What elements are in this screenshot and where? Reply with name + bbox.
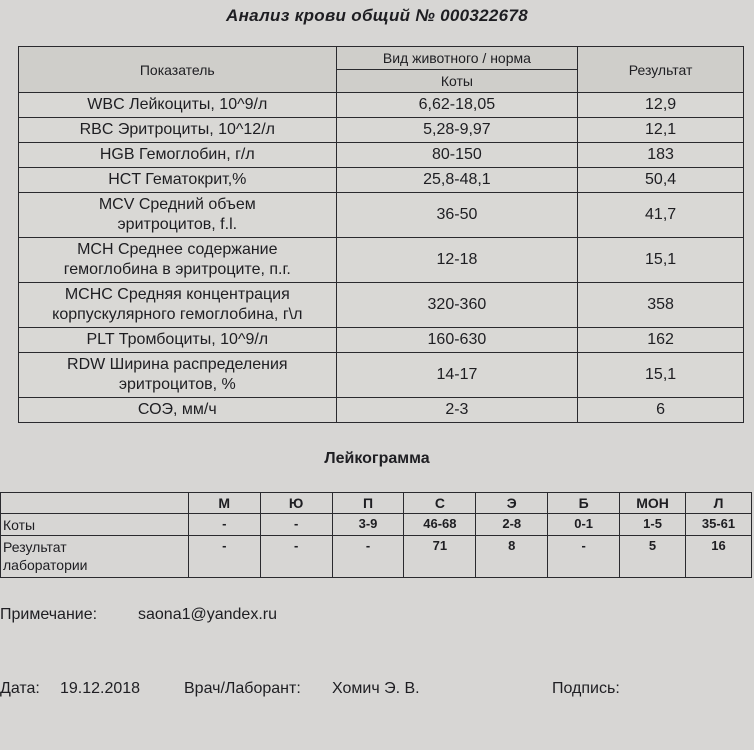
norm-value: 36-50 (336, 193, 578, 238)
header-indicator: Показатель (19, 47, 337, 93)
indicator-name: PLT Тромбоциты, 10^9/л (19, 328, 337, 353)
indicator-name: RDW Ширина распределения эритроцитов, % (19, 353, 337, 398)
leukogram-cell: 5 (620, 536, 686, 578)
leukogram-row-label: Коты (1, 514, 189, 536)
leukogram-cell: 2-8 (476, 514, 548, 536)
indicator-name: WBC Лейкоциты, 10^9/л (19, 93, 337, 118)
indicator-name: СОЭ, мм/ч (19, 398, 337, 423)
leukogram-col-header: Б (548, 493, 620, 514)
header-norm-species: Коты (336, 70, 578, 93)
leukogram-col-header: П (332, 493, 404, 514)
leukogram-cell: - (260, 514, 332, 536)
result-value: 12,1 (578, 118, 744, 143)
norm-value: 25,8-48,1 (336, 168, 578, 193)
table-row (19, 143, 744, 168)
result-value: 15,1 (578, 238, 744, 283)
norm-value: 5,28-9,97 (336, 118, 578, 143)
leukogram-cell: 71 (404, 536, 476, 578)
leukogram-col-header: Ю (260, 493, 332, 514)
indicator-name: MCV Средний объем эритроцитов, f.l. (19, 193, 337, 238)
date-value: 19.12.2018 (60, 680, 141, 697)
indicator-name: MCHC Средняя концентрация корпускулярного гемоглобина, г\л (19, 283, 337, 328)
indicator-name: RBC Эритроциты, 10^12/л (19, 118, 337, 143)
leukogram-cell: 0-1 (548, 514, 620, 536)
result-value: 12,9 (578, 93, 744, 118)
signature-label: Подпись: (552, 680, 620, 697)
leukogram-cell: - (188, 514, 260, 536)
indicator-name: MCH Среднее содержание гемоглобина в эритроците, п.г. (19, 238, 337, 283)
table-row (19, 353, 744, 398)
leukogram-norm-row (1, 514, 752, 536)
leukogram-col-header: С (404, 493, 476, 514)
leukogram-cell: 35-61 (686, 514, 752, 536)
norm-value: 12-18 (336, 238, 578, 283)
table-row (19, 238, 744, 283)
leukogram-header-row (1, 493, 752, 514)
leukogram-cell: - (188, 536, 260, 578)
norm-value: 80-150 (336, 143, 578, 168)
note-label: Примечание: (0, 606, 98, 623)
leukogram-col-header: МОН (620, 493, 686, 514)
leukogram-result-row (1, 536, 752, 578)
indicator-name: HCT Гематокрит,% (19, 168, 337, 193)
table-header-row (19, 47, 744, 70)
table-row (19, 283, 744, 328)
blood-analysis-table (18, 46, 744, 423)
indicator-name: HGB Гемоглобин, г/л (19, 143, 337, 168)
leukogram-row-label: Результат лаборатории (1, 536, 189, 578)
table-row (19, 328, 744, 353)
date-label: Дата: (0, 680, 40, 697)
norm-value: 6,62-18,05 (336, 93, 578, 118)
doctor-label: Врач/Лаборант: (184, 680, 301, 697)
result-value: 15,1 (578, 353, 744, 398)
leukogram-cell: - (548, 536, 620, 578)
leukogram-col-header: Л (686, 493, 752, 514)
leukogram-table (0, 492, 752, 578)
leukogram-col-header: Э (476, 493, 548, 514)
table-row (19, 93, 744, 118)
result-value: 6 (578, 398, 744, 423)
table-row (19, 168, 744, 193)
result-value: 162 (578, 328, 744, 353)
norm-value: 320-360 (336, 283, 578, 328)
document-title: Анализ крови общий № 000322678 (226, 6, 528, 25)
leukogram-cell: 1-5 (620, 514, 686, 536)
header-norm-group: Вид животного / норма (336, 47, 578, 70)
result-value: 50,4 (578, 168, 744, 193)
leukogram-cell: - (260, 536, 332, 578)
result-value: 358 (578, 283, 744, 328)
norm-value: 14-17 (336, 353, 578, 398)
leukogram-header-empty (1, 493, 189, 514)
table-row (19, 398, 744, 423)
leukogram-cell: 3-9 (332, 514, 404, 536)
table-row (19, 193, 744, 238)
note-value: saona1@yandex.ru (138, 606, 277, 623)
result-value: 183 (578, 143, 744, 168)
norm-value: 2-3 (336, 398, 578, 423)
doctor-value: Хомич Э. В. (332, 680, 420, 697)
norm-value: 160-630 (336, 328, 578, 353)
leukogram-col-header: М (188, 493, 260, 514)
leukogram-cell: 46-68 (404, 514, 476, 536)
table-row (19, 118, 744, 143)
header-result: Результат (578, 47, 744, 93)
result-value: 41,7 (578, 193, 744, 238)
leukogram-cell: 8 (476, 536, 548, 578)
leukogram-title: Лейкограмма (324, 450, 430, 467)
leukogram-cell: - (332, 536, 404, 578)
leukogram-cell: 16 (686, 536, 752, 578)
